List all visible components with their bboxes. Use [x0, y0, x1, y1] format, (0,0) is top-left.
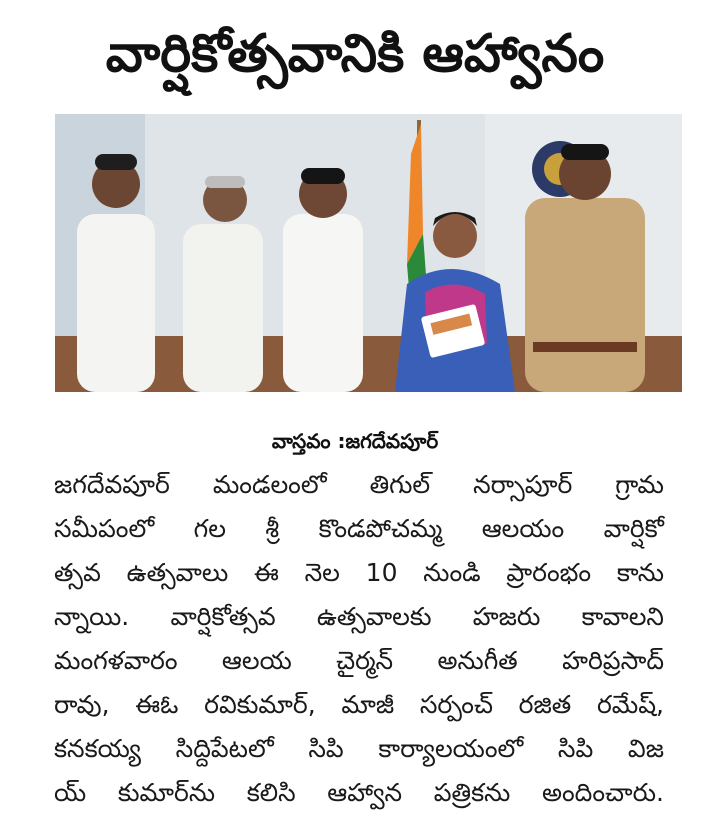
news-photo — [55, 114, 682, 392]
body-line: మంగళవారం ఆలయ చైర్మన్ అనుగీత హరిప్రసాద్ — [54, 646, 664, 675]
body-line: కనకయ్య సిద్దిపేటలో సిపి కార్యాలయంలో సిపి విజ — [54, 734, 664, 763]
article-body — [54, 463, 664, 815]
body-line: న్నాయి. వార్షికోత్సవ ఉత్సవాలకు హజరు కావాలని — [54, 602, 664, 631]
body-line: రావు, ఈఓ రవికుమార్, మాజీ సర్పంచ్ రజిత రమేష్, — [54, 690, 664, 719]
body-line: జగదేవపూర్ మండలంలో తిగుల్ నర్సాపూర్ గ్రామ — [54, 470, 664, 499]
body-line: త్సవ ఉత్సవాలు ఈ నెల 10 నుండి ప్రారంభం కాను — [54, 558, 664, 587]
news-photo-illustration — [55, 114, 682, 392]
dateline: వాస్తవం :జగదేవపూర్ — [271, 429, 439, 453]
headline: వార్షికోత్సవానికి ఆహ్వానం — [105, 24, 605, 84]
body-line: య్ కుమార్‌ను కలిసి ఆహ్వాన పత్రికను అందించారు. — [54, 778, 664, 807]
body-line: సమీపంలో గల శ్రీ కొండపోచమ్మ ఆలయం వార్షికో — [54, 514, 664, 543]
